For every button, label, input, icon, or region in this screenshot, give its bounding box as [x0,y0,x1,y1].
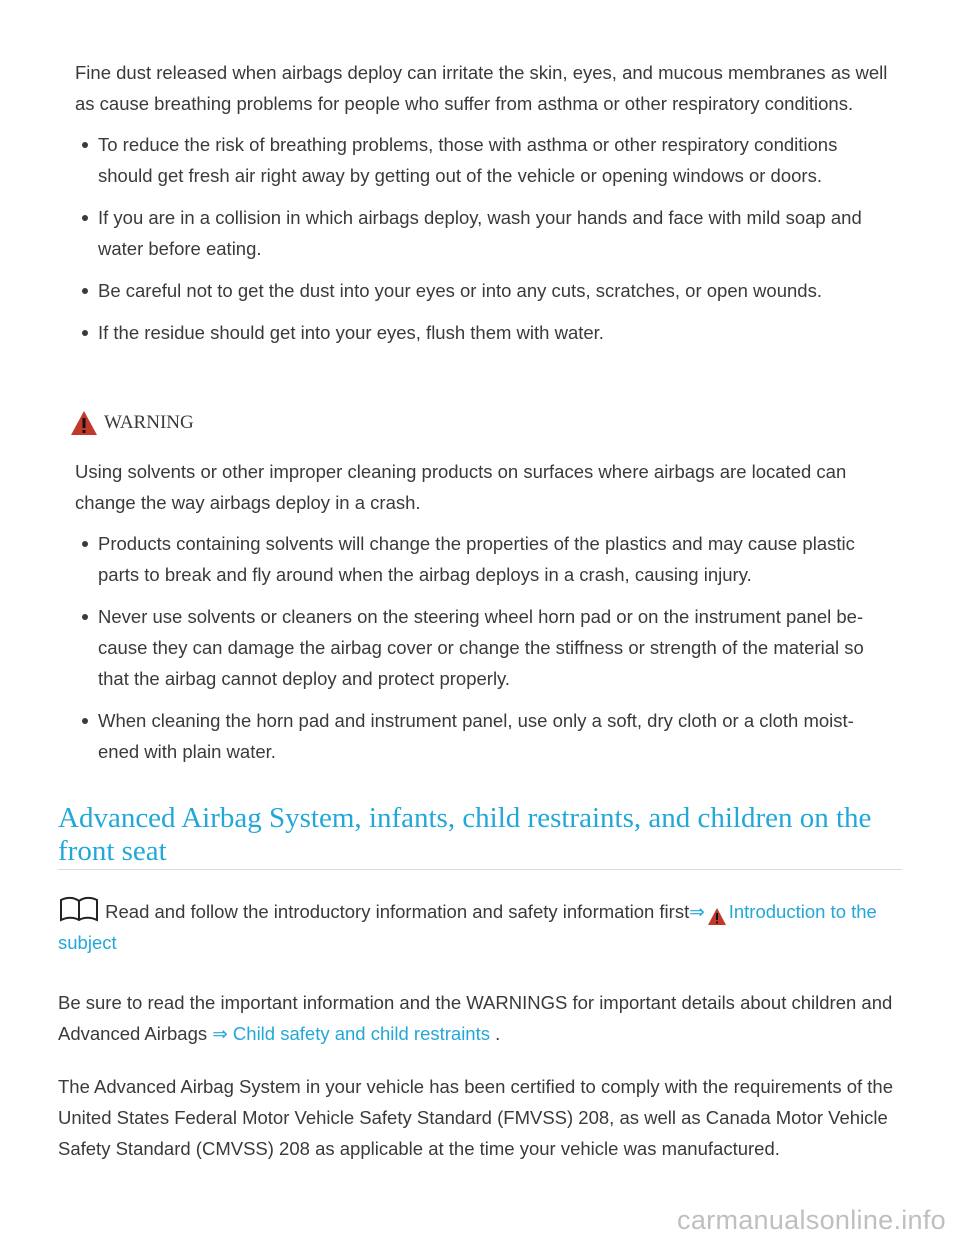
warning-triangle-icon [70,410,98,436]
warning-heading [0,410,960,436]
certification-paragraph: The Advanced Airbag System in your vehicle has been certified to comply with the requirements of the United States Federal Motor Vehicle Safety Standard (FMVSS) 208, as well as Canada Motor Vehicle Safety Standard (CMVSS) 208 as applicable at the time your vehicle was manufactured. [58,1076,894,1159]
list-item: Never use solvents or cleaners on the steering wheel horn pad or on the instrument panel be-cause they can damage the airbag cover or change the stiffness or strength of the material so that the airbag cannot deploy and protect properly. [0,601,960,694]
certification-block [0,1071,960,1164]
intro-paragraph: Fine dust released when airbags deploy can irritate the skin, eyes, and mucous membranes as well as cause breathing problems for people who suffer from asthma or other respiratory conditions. [75,62,888,114]
section-heading-block [0,802,960,868]
intro-section [0,57,960,359]
warning-bullet-list [0,528,960,767]
read-first-paragraph [0,896,960,958]
list-item: If the residue should get into your eyes, flush them with water. [0,317,960,348]
list-item: When cleaning the horn pad and instrument panel, use only a soft, dry cloth or a cloth moist-ened with plain water. [0,705,960,767]
child-safety-paragraph [0,987,960,1049]
intro-bullet-list [0,129,960,348]
read-first-block [0,896,960,958]
list-item: To reduce the risk of breathing problems, those with asthma or other respiratory conditions should get fresh air right away by getting out of the vehicle or opening windows or doors. [0,129,960,191]
child-safety-end: . [490,1023,501,1044]
warning-paragraph: Using solvents or other improper cleaning products on surfaces where airbags are located can change the way airbags deploy in a crash. [75,461,847,513]
list-item: Be careful not to get the dust into your eyes or into any cuts, scratches, or open wounds. [0,275,960,306]
introduction-link[interactable]: Introduction to the subject [58,901,877,953]
heading-divider [58,869,902,870]
warning-section [0,410,960,778]
child-safety-link[interactable]: ⇒ Child safety and child restraints [212,1023,490,1044]
open-book-icon [58,896,100,922]
warning-label: WARNING [104,412,194,433]
list-item: If you are in a collision in which airbags deploy, wash your hands and face with mild soap and water before eating. [0,202,960,264]
read-first-text: Read and follow the introductory information and safety information first [100,901,690,922]
watermark: carmanualsonline.info [677,1205,946,1235]
section-title: Advanced Airbag System, infants, child restraints, and children on the front seat [58,802,872,867]
list-item: Products containing solvents will change the properties of the plastics and may cause plastic parts to break and fly around when the airbag deploys in a crash, causing injury. [0,528,960,590]
child-safety-block [0,987,960,1049]
child-safety-text: Be sure to read the important information and the WARNINGS for important details about children and Advanced Airbags [58,992,893,1044]
warning-triangle-icon [707,907,727,926]
read-first-arrow[interactable]: ⇒ [689,901,705,922]
